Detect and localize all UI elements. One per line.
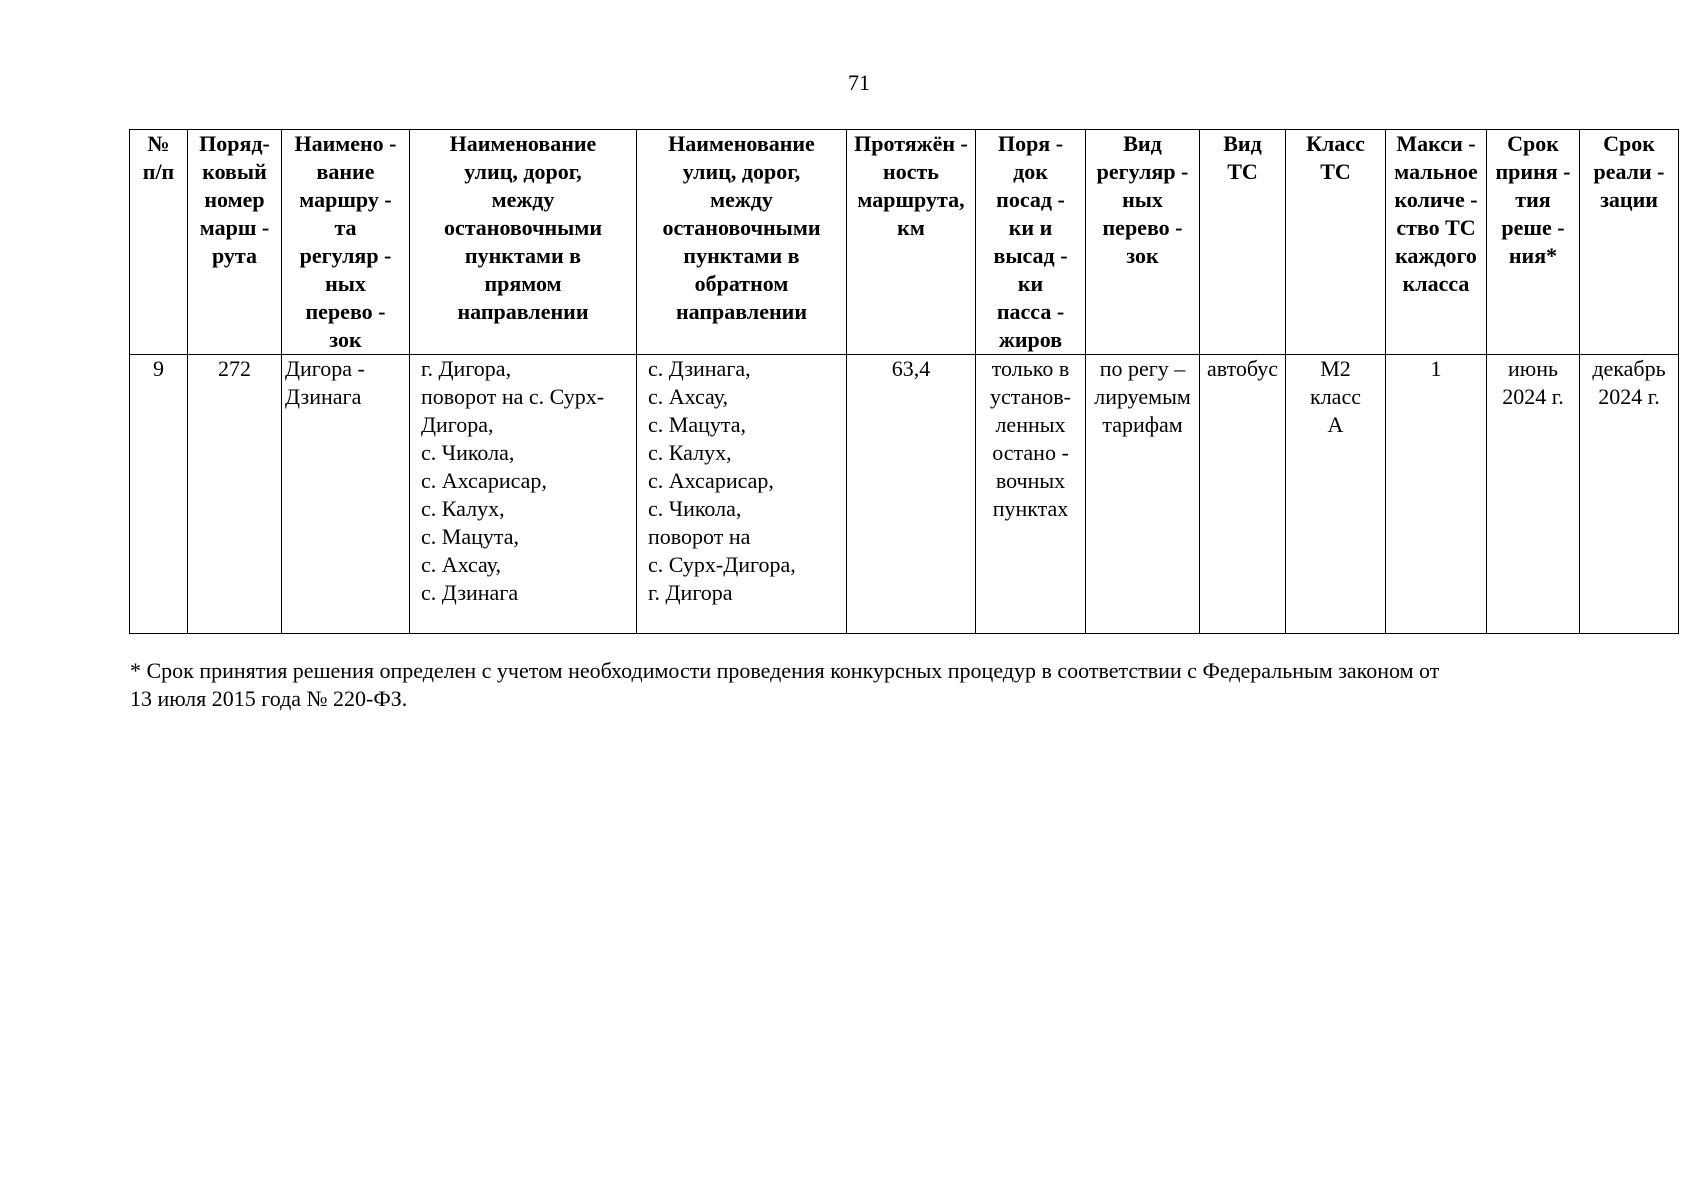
- header-cell-route-number: Поряд- ковый номер марш - рута: [188, 130, 282, 355]
- cell-forward-streets: г. Дигора, поворот на с. Сурх- Дигора, с. Чикола, с. Ахсарисар, с. Калух, с. Мацута, с. Ахсау, с. Дзинага: [410, 355, 637, 634]
- footnote: * Срок принятия решения определен с учетом необходимости проведения конкурсных процедур в соответствии с Федеральным законом от 13 июля 2015 года № 220-ФЗ.: [130, 658, 1440, 711]
- cell-vehicle-class: М2 класс А: [1286, 355, 1386, 634]
- routes-table: [129, 129, 1679, 634]
- header-cell-vehicle-class: Класс ТС: [1286, 130, 1386, 355]
- cell-route-number: 272: [188, 355, 282, 634]
- cell-decision-date: июнь 2024 г.: [1487, 355, 1580, 634]
- cell-route-length: 63,4: [847, 355, 976, 634]
- page-number: 71: [848, 70, 870, 95]
- cell-route-name: Дигора - Дзинага: [282, 355, 410, 634]
- header-cell-max-vehicles: Макси - мальное количе - ство ТС каждого класса: [1386, 130, 1487, 355]
- table-header-row: [130, 130, 1679, 355]
- header-cell-route-name: Наимено - вание маршру - та регуляр - ных перево - зок: [282, 130, 410, 355]
- header-cell-number: № п/п: [130, 130, 188, 355]
- header-cell-decision-date: Срок приня - тия реше - ния*: [1487, 130, 1580, 355]
- cell-vehicle-type: автобус: [1200, 355, 1286, 634]
- cell-number: 9: [130, 355, 188, 634]
- table-row: [130, 355, 1679, 634]
- cell-boarding-order: только в установ- ленных остано - вочных пунктах: [976, 355, 1086, 634]
- header-cell-vehicle-type: Вид ТС: [1200, 130, 1286, 355]
- cell-implementation-date: декабрь 2024 г.: [1580, 355, 1679, 634]
- header-cell-route-length: Протяжён - ность маршрута, км: [847, 130, 976, 355]
- header-cell-forward-streets: Наименование улиц, дорог, между остановочными пунктами в прямом направлении: [410, 130, 637, 355]
- header-cell-boarding-order: Поря - док посад - ки и высад - ки пасса - жиров: [976, 130, 1086, 355]
- header-cell-implementation-date: Срок реали - зации: [1580, 130, 1679, 355]
- cell-max-vehicles: 1: [1386, 355, 1487, 634]
- cell-transport-type: по регу – лируемым тарифам: [1086, 355, 1200, 634]
- header-cell-reverse-streets: Наименование улиц, дорог, между остановочными пунктами в обратном направлении: [637, 130, 847, 355]
- cell-reverse-streets: с. Дзинага, с. Ахсау, с. Мацута, с. Калух, с. Ахсарисар, с. Чикола, поворот на с. Сурх-Дигора, г. Дигора: [637, 355, 847, 634]
- header-cell-transport-type: Вид регуляр - ных перево - зок: [1086, 130, 1200, 355]
